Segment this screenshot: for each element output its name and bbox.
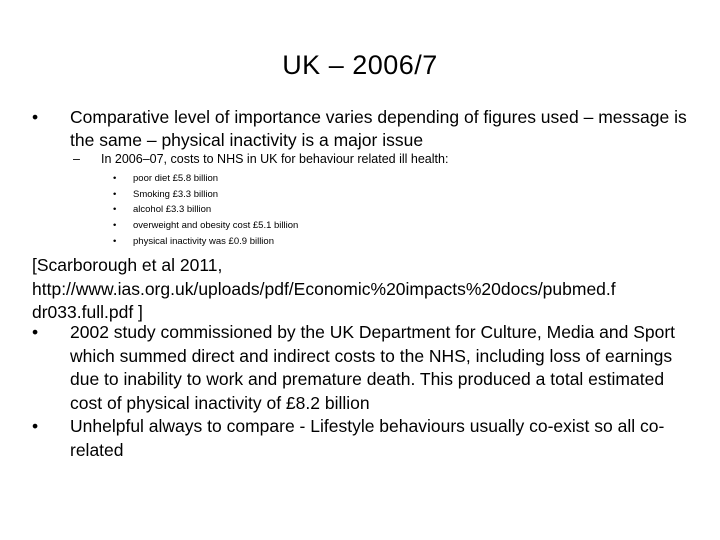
cost-item	[113, 218, 513, 234]
bullet-text: 2002 study commissioned by the UK Department for Culture, Media and Sport which summed direct and indirect costs to the NHS, including loss of earnings due to inability to work and premature death. This produced a total estimated cost of physical inactivity of £8.2 billion	[70, 322, 676, 413]
bullet-importance	[32, 106, 692, 152]
list-bullet: •	[113, 220, 117, 232]
bullet-text: Comparative level of importance varies depending of figures used – message is the same – physical inactivity is a major issue	[70, 107, 687, 150]
list-bullet: •	[113, 204, 117, 216]
cost-item-text: Smoking £3.3 billion	[133, 188, 219, 200]
slide-title: UK – 2006/7	[282, 50, 438, 80]
cost-list	[113, 171, 513, 250]
bullet-text: Unhelpful always to compare - Lifestyle behaviours usually co-exist so all co-related	[70, 416, 665, 460]
cost-item-text: alcohol £3.3 billion	[133, 204, 212, 216]
bullet-2002-study	[32, 321, 700, 415]
bullet-marker: •	[32, 107, 39, 127]
list-bullet: •	[113, 235, 117, 247]
bullet-unhelpful-compare	[32, 415, 700, 462]
sub-bullet-text: In 2006–07, costs to NHS in UK for behaviour related ill health:	[101, 152, 449, 166]
cost-item-text: overweight and obesity cost £5.1 billion	[133, 220, 299, 232]
cost-item-text: physical inactivity was £0.9 billion	[133, 235, 274, 247]
cost-item	[113, 234, 513, 250]
list-bullet: •	[113, 173, 117, 184]
bullet-list-bottom	[32, 321, 700, 462]
cost-item-text: poor diet £5.8 billion	[133, 173, 219, 184]
list-bullet: •	[113, 188, 117, 200]
cost-item	[113, 202, 513, 218]
bullet-marker: •	[32, 416, 39, 436]
reference-citation: [Scarborough et al 2011, http://www.ias.org.uk/uploads/pdf/Economic%20impacts%20docs/pubmed.f dr033.full.pdf ]	[32, 255, 616, 322]
cost-item	[113, 171, 513, 187]
dash-marker: –	[73, 152, 80, 166]
sub-bullet-nhs-costs	[73, 151, 673, 168]
bullet-marker: •	[32, 322, 39, 342]
cost-item	[113, 187, 513, 203]
